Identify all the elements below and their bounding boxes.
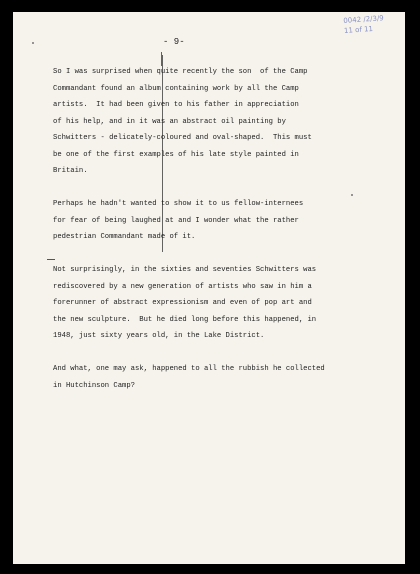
paragraph-3	[53, 262, 373, 345]
text-line: the new sculpture. But he died long before this happened, in	[53, 315, 317, 324]
paragraph-1	[53, 64, 373, 180]
handwritten-annotation	[343, 13, 385, 36]
text-line: Perhaps he hadn't wanted to show it to us fellow-internees	[53, 200, 304, 208]
text-line: rediscovered by a new generation of artists who saw in him a	[53, 282, 312, 291]
annotation-line-1: 0042 /2/3/9	[343, 14, 385, 25]
paragraph-4	[53, 361, 373, 394]
page-speck	[32, 42, 34, 44]
body-text	[53, 64, 373, 411]
text-line: Not surprisingly, in the sixties and seventies Schwitters was	[53, 266, 317, 274]
text-line: be one of the first examples of his late style painted in	[53, 150, 299, 159]
document-page	[13, 12, 405, 564]
text-line: 1948, just sixty years old, in the Lake District.	[53, 332, 265, 340]
text-line: for fear of being laughed at and I wonder what the rather	[53, 216, 299, 225]
text-line: artists. It had been given to his father in appreciation	[53, 101, 299, 109]
text-line: pedestrian Commandant made of it.	[53, 233, 196, 241]
text-line: in Hutchinson Camp?	[53, 381, 135, 390]
paragraph-2	[53, 196, 373, 246]
annotation-line-2: 11 of 11	[343, 24, 374, 35]
text-line: So I was surprised when quite recently the son of the Camp	[53, 68, 308, 76]
text-line: of his help, and in it was an abstract oil painting by	[53, 117, 286, 126]
text-line: And what, one may ask, happened to all the rubbish he collected	[53, 365, 325, 373]
page-number: - 9-	[163, 37, 185, 47]
text-line: Commandant found an album containing work by all the Camp	[53, 84, 299, 93]
text-line: Britain.	[53, 167, 88, 175]
text-line: Schwitters - delicately-coloured and oval-shaped. This must	[53, 134, 312, 142]
text-line: forerunner of abstract expressionism and even of pop art and	[53, 299, 312, 307]
